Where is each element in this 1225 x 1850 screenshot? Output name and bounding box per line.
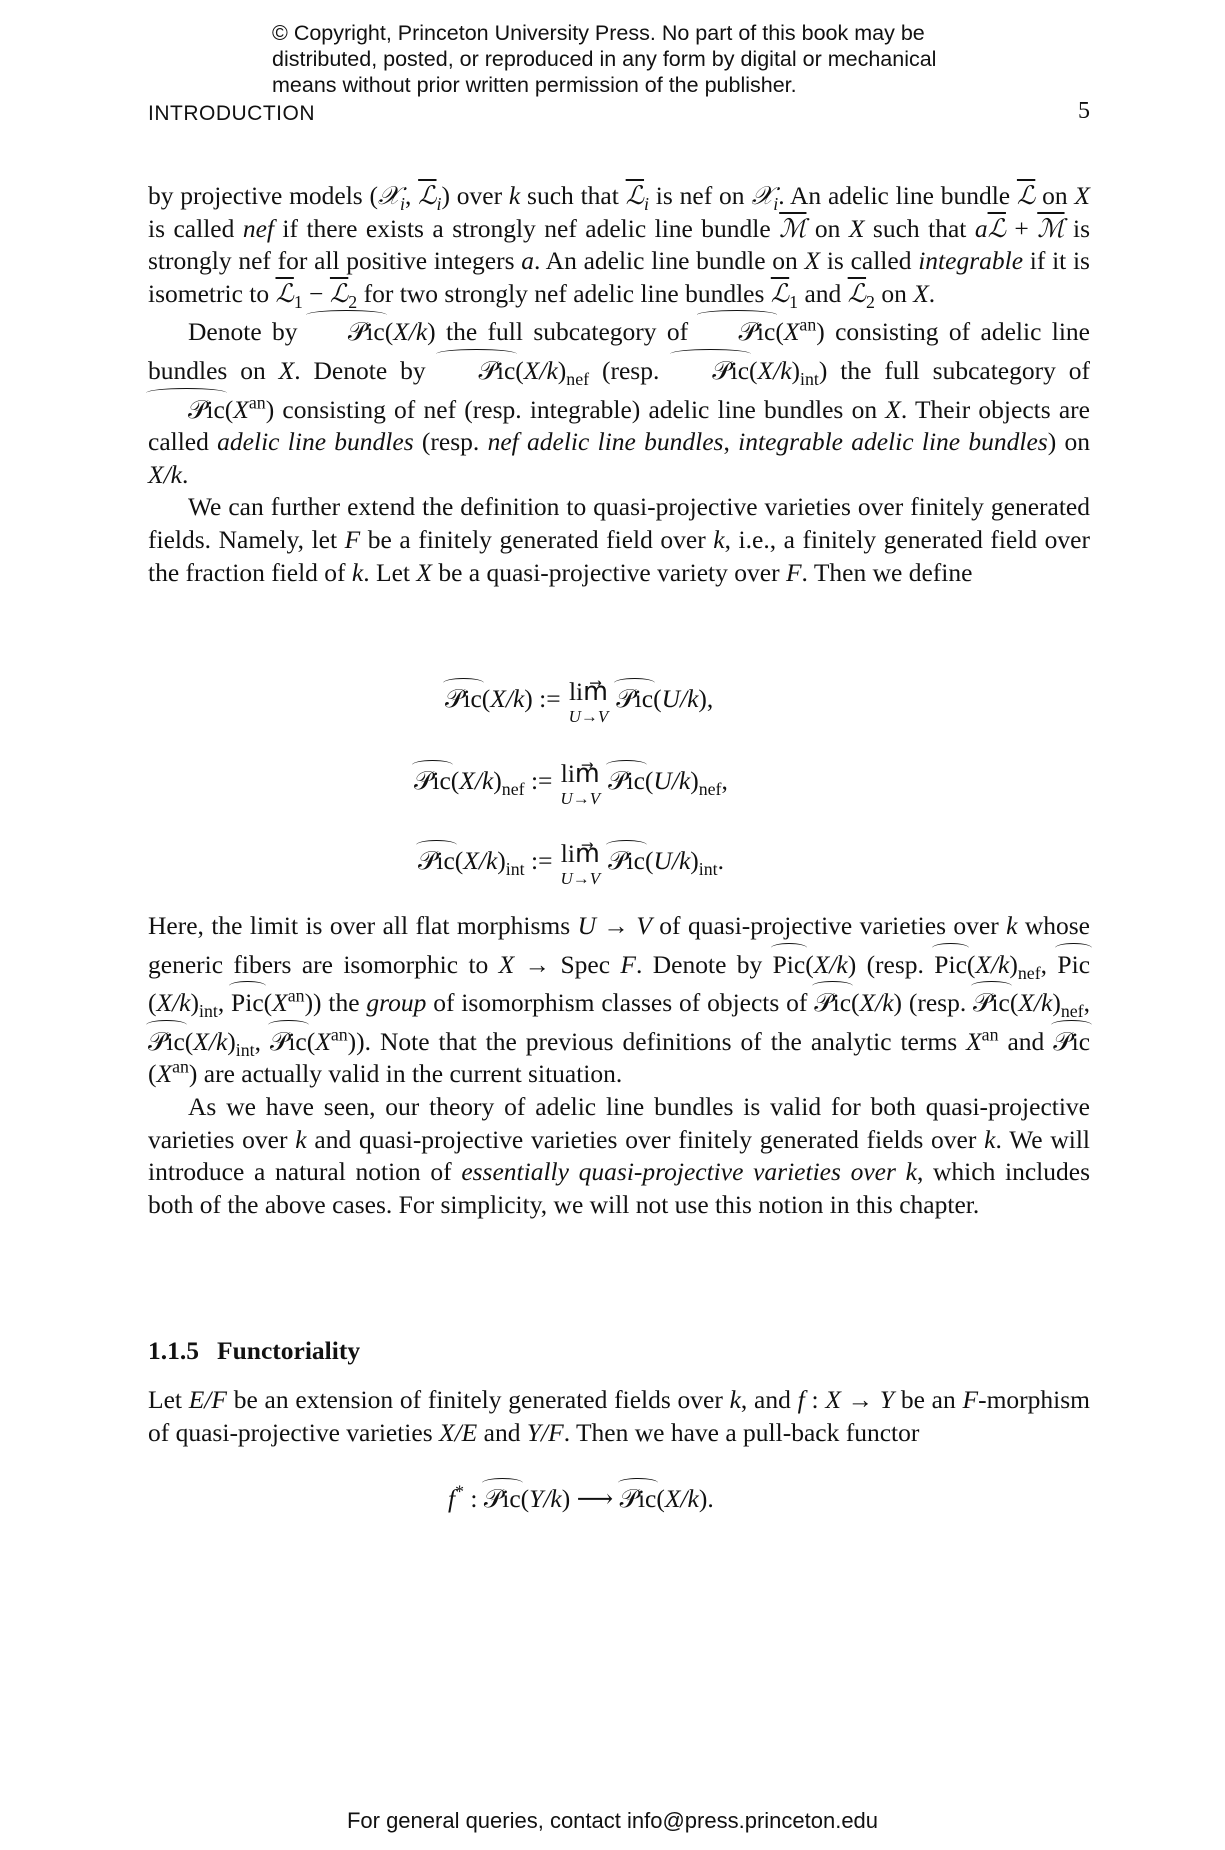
section-heading (148, 1336, 378, 1366)
paragraph: Let E/F be an extension of finitely generated fields over k, and f : X → Y be an F-morphism of quasi-projective varieties X/E and Y/F. Then we have a pull-back functor (148, 1385, 1090, 1447)
page-number: 5 (1078, 98, 1090, 124)
paragraph: Here, the limit is over all flat morphisms U → V of quasi-projective varieties over k whose generic fibers are isomorphic to X → Spec F. Denote by Pic(X/k) (resp. $Pic(X/k)_{nef}$, $Pic(X/k)_{int}$, $Pic(X^{an})$) the group of isomorphism classes of objects of 𝒫ic(X/k) (resp. $𝒫ic(X/k)_{nef}$, $𝒫ic(X/k)_{int}$, $𝒫ic(X^{an})$). Note that the previous definitions of the analytic terms $X^{an}$ and $𝒫ic(X^{an})$ are actually valid in the current situation. (148, 911, 1091, 1089)
copyright-line: distributed, posted, or reproduced in any form by digital or mechanical (272, 47, 937, 71)
copyright-notice (272, 20, 936, 98)
running-head: INTRODUCTION (148, 102, 315, 125)
paragraph-block-3 (148, 1384, 1090, 1449)
paragraph: As we have seen, our theory of adelic line bundles is valid for both quasi-projective varieties over k and quasi-projective varieties over finitely generated fields over k. We will introduce a natural notion of essentially quasi-projective varieties over k, which includes both of the above cases. For simplicity, we will not use this notion in this chapter. (148, 1091, 1091, 1219)
footer-contact: For general queries, contact info@press.princeton.edu (346, 1808, 879, 1833)
equation-pic-nef: $𝒫ic(X/k)_{nef}$ := lim⃗ U→V $𝒫ic(U/k)_{nef}$, (414, 759, 728, 808)
paragraph: We can further extend the definition to quasi-projective varieties over finitely generated fields. Namely, let F be a finitely generated field over k, i.e., a finitely generated field over the fraction field of k. Let X be a quasi-projective variety over F. Then we define (148, 492, 1090, 587)
copyright-line: © Copyright, Princeton University Press. No part of this book may be (272, 21, 925, 45)
equation-pic-int: $𝒫ic(X/k)_{int}$ := lim⃗ U→V $𝒫ic(U/k)_{int}$. (418, 839, 724, 888)
paragraph: by projective models (𝒳$_i$, ℒ$_i$) over k such that ℒ$_i$ is nef on 𝒳$_i$. An adelic line bundle ℒ on X is called nef if there exists a strongly nef adelic line bundle ℳ on X such that aℒ + ℳ is strongly nef for all positive integers a. An adelic line bundle on X is called integrable if it is isometric to ℒ$_1$ − ℒ$_2$ for two strongly nef adelic line bundles ℒ$_1$ and ℒ$_2$ on X. (148, 181, 1090, 312)
section-title: Functoriality (217, 1336, 361, 1365)
equation-pic: 𝒫ic(X/k) := lim⃗ U→V 𝒫ic(U/k), (445, 677, 714, 726)
copyright-line: means without prior written permission of the publisher. (272, 73, 797, 97)
paragraph-block-2 (148, 910, 1090, 1221)
section-number: 1.1.5 (148, 1336, 199, 1365)
paragraph: Denote by 𝒫ic(X/k) the full subcategory of $𝒫ic(X^{an})$ consisting of adelic line bundles on X. Denote by $𝒫ic(X/k)_{nef}$ (resp. $𝒫ic(X/k)_{int}$) the full subcategory of $𝒫ic(X^{an})$ consisting of nef (resp. integrable) adelic line bundles on X. Their objects are called adelic line bundles (resp. nef adelic line bundles, integrable adelic line bundles) on X/k. (148, 310, 1090, 491)
equation-pullback: f* : 𝒫ic(Y/k) ⟶ 𝒫ic(X/k). (448, 1478, 714, 1515)
paragraph-block-1 (148, 180, 1090, 589)
